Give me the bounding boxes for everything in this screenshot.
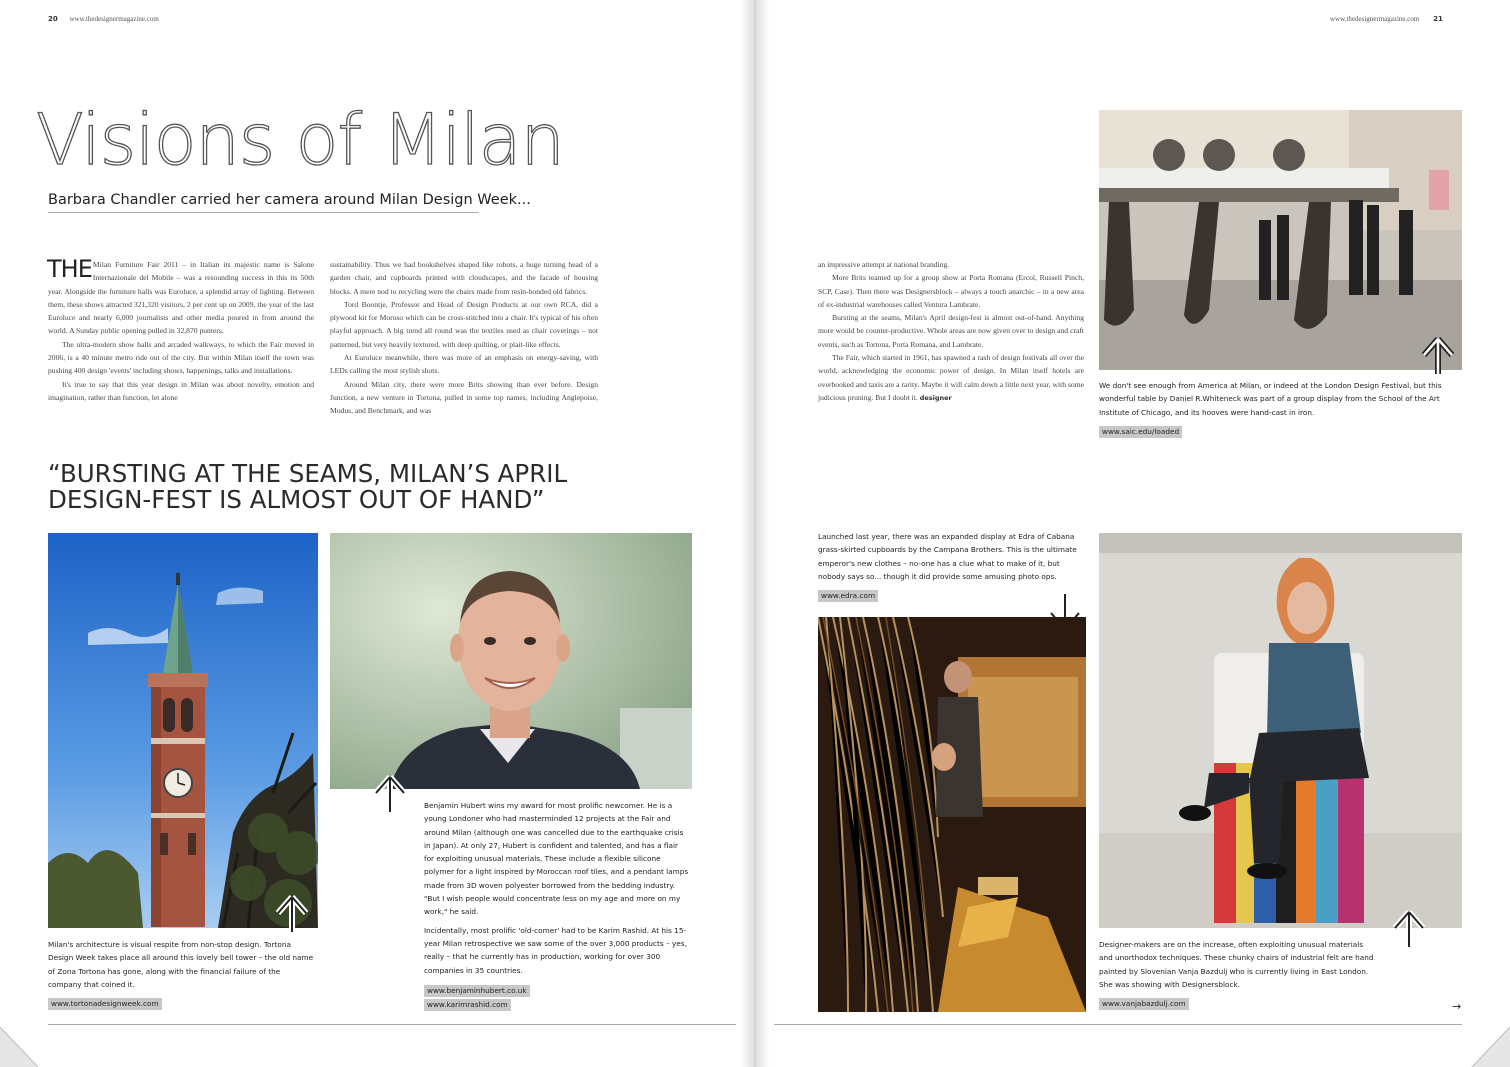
left-header-url[interactable]: www.thedesignermagazine.com (69, 15, 159, 23)
left-page-number: 20 (48, 15, 58, 23)
body-column-3 (818, 258, 1084, 405)
paragraph: Around Milan city, there were more Brits showing than ever before. Design Junction, a new venture in Tortona, pulled in some top names, including Anglepoise, Modus, and Benchmark, and was (330, 379, 598, 416)
drop-cap: THE (47, 255, 92, 283)
page-curl-right (1450, 1027, 1510, 1067)
up-arrow-icon (1421, 336, 1455, 376)
body-column-1 (47, 255, 314, 404)
paragraph: THE Milan Furniture Fair 2011 – in Italian its majestic name is Salone Internazionale del Mobile – was a resounding success in this its 50th year. Alongside the furniture halls was Euroluce, a splendid array of lighting. Between them, these shows attracted 321,320 visitors, 2 per cent up on 2009, the year of the last Euroluce and nearly 6,000 journalists and other media poured in from around the world. A Sunday public opening pulled in 32,870 punters. (47, 255, 314, 336)
paragraph: sustainability. Thus we had bookshelves shaped like robots, a huge turning head of a garden chair, and cupboards printed with cloudscapes, and the facade of housing blocks. A mere nod to recycling were the chairs made from resin-bonded old fabrics. (330, 260, 598, 296)
hooved-table-photo (1099, 110, 1462, 370)
left-header (48, 15, 159, 23)
table-image (1099, 110, 1462, 370)
felt-chair-image (1099, 533, 1462, 928)
footer-rule-right (774, 1024, 1462, 1025)
saic-link[interactable]: www.saic.edu/loaded (1099, 426, 1182, 438)
paragraph: It's true to say that this year design in Milan was about novelty, emotion and imagination, rather than function, let alone (48, 379, 314, 402)
up-arrow-icon (373, 774, 407, 814)
end-mark: designer (919, 393, 952, 402)
pull-quote-line-1: “BURSTING AT THE SEAMS, MILAN’S APRIL (48, 459, 568, 488)
paragraph: The ultra-modern show halls and arcaded walkways, to which the Fair moved in 2006, is a 40 minute metro ride out of the city. But within Milan itself the town was pushing 400 design 'events' including shows, happenings, talks and installations. (48, 339, 314, 376)
karim-rashid-link[interactable]: www.karimrashid.com (424, 999, 511, 1011)
pull-quote (48, 461, 608, 513)
up-arrow-icon (1392, 909, 1426, 949)
hubert-caption-paragraph-1: Benjamin Hubert wins my award for most prolific newcomer. He is a young Londoner who had masterminded 12 projects at the Fair and around Milan (although one was cancelled due to the earthquake crisis in Japan). At only 27, Hubert is confident and talented, and has a flair for exploiting unusual materials. These include a flexible silicone polymer for a light inspired by Moroccan roof tiles, and a pendant lamps made from 3D woven polyester borrowed from the bedding industry. "But I wish people would concentrate less on my age and more on my work," he said. (424, 801, 689, 917)
tortona-link[interactable]: www.tortonadesignweek.com (48, 998, 162, 1010)
right-page-number: 21 (1433, 15, 1443, 23)
grass-cupboard-image (818, 617, 1086, 1012)
tower-caption: Milan's architecture is visual respite from non-stop design. Tortona Design Week takes place all around this lovely bell tower – the old name of Zona Tortona has gone, along with the financial failure of the company that coined it. (48, 940, 314, 989)
benjamin-hubert-photo (330, 533, 692, 789)
table-caption: We don't see enough from America at Milan, or indeed at the London Design Festival, but this wonderful table by Daniel R.Whiteneck was part of a group display from the School of the Art Institute of Chicago, and its hooves were hand-cast in iron. (1099, 381, 1442, 417)
hubert-caption-paragraph-2: Incidentally, most prolific 'old-comer' had to be Karim Rashid. At his 15-year Milan retrospective we saw some of the over 3,000 products – yes, really – that he currently has in production, working for over 300 companies in 35 countries. (424, 925, 687, 975)
right-header (1330, 15, 1443, 23)
paragraph: Tord Boontje, Professor and Head of Design Products at our own RCA, did a plywood kit for Moroso which can be cross-stitched into a chair. It's typical of his often playful approach. A big trend all round was the textiles used as chair coverings – not patterned, but very heavily textured, with deep quilting, or plait-like effects. (330, 299, 598, 349)
portrait-image (330, 533, 692, 789)
article-title: Visions of Milan (36, 99, 564, 181)
paragraph: an impressive attempt at national branding. (818, 260, 950, 269)
benjamin-hubert-link[interactable]: www.benjaminhubert.co.uk (424, 985, 530, 997)
vanja-bazdulj-link[interactable]: www.vanjabazdulj.com (1099, 998, 1189, 1010)
paragraph: Bursting at the seams, Milan's April design-fest is almost out-of-hand. Anything more would be counter-productive. Whole areas are now given over to design and craft events, such as Tortona, Porta Romana, and Lambrate. (818, 313, 1084, 349)
pull-quote-line-2: DESIGN-FEST IS ALMOST OUT OF HAND” (48, 485, 545, 514)
paragraph: The Fair, which started in 1961, has spawned a rash of design festivals all over the world, acknowledging the economic power of design. In Milan itself hotels are overbooked and taxis are a rarity. Maybe it will calm down a little next year, with some judicious pruning. But I doubt it. designer (818, 353, 1084, 402)
felt-chair-caption: Designer-makers are on the increase, often exploiting unusual materials and unorthodox techniques. These chunky chairs of industrial felt are hand painted by Slovenian Vanja Bazdulj who is currently living in East London. She was showing with Designersblock. (1099, 940, 1374, 989)
bell-tower-photo (48, 533, 318, 928)
body-column-2 (330, 258, 598, 418)
paragraph: At Euroluce meanwhile, there was more of an emphasis on energy-saving, with LEDs calling the most stylish shots. (330, 353, 598, 376)
felt-chair-photo (1099, 533, 1462, 928)
up-arrow-icon (275, 894, 309, 934)
edra-link[interactable]: www.edra.com (818, 590, 878, 602)
next-page-arrow[interactable]: → (1452, 1000, 1462, 1013)
edra-caption: Launched last year, there was an expanded display at Edra of Cabana grass-skirted cupboards by the Campana Brothers. This is the ultimate emperor's new clothes – no-one has a clue what to make of it, but nobody says so... though it did provide some amusing photo ops. (818, 532, 1077, 581)
footer-rule-left (48, 1024, 736, 1025)
page-gutter (740, 0, 770, 1067)
hubert-caption (424, 799, 690, 977)
campana-cupboards-photo (818, 617, 1086, 1012)
article-subtitle: Barbara Chandler carried her camera around Milan Design Week... (48, 192, 479, 213)
paragraph: More Brits teamed up for a group show at Porta Romana (Ercol, Russell Pinch, SCP, Case). Then there was Designersblock – always a touch anarchic – in a new area of ex-industrial warehouses called Ventura Lambrate. (818, 273, 1084, 309)
page-curl-left (0, 1027, 60, 1067)
right-header-url[interactable]: www.thedesignermagazine.com (1330, 15, 1420, 23)
bell-tower-image (48, 533, 318, 928)
